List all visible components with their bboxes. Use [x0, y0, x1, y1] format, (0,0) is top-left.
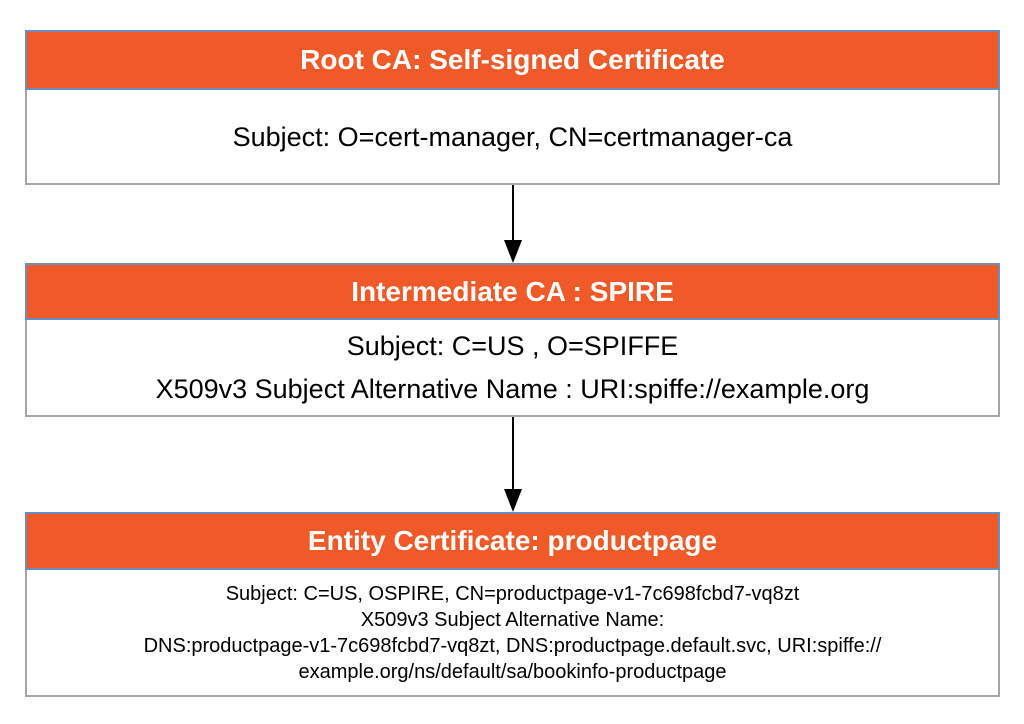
cert-subject-line: Subject: O=cert-manager, CN=certmanager-ca	[232, 121, 793, 152]
cert-title-entity: Entity Certificate: productpage	[307, 525, 718, 556]
cert-san-line: X509v3 Subject Alternative Name : URI:spiffe://example.org	[155, 373, 870, 404]
down-arrow-icon	[502, 185, 524, 263]
cert-body-entity	[25, 570, 1000, 697]
cert-box-entity	[25, 512, 1000, 697]
cert-box-root-ca	[25, 30, 1000, 185]
cert-san-values-line-2: example.org/ns/default/sa/bookinfo-productpage	[298, 660, 727, 683]
cert-header-root-ca	[25, 30, 1000, 90]
cert-box-intermediate-ca	[25, 263, 1000, 417]
cert-san-values-line-1: DNS:productpage-v1-7c698fcbd7-vq8zt, DNS:productpage.default.svc, URI:spiffe://	[143, 634, 882, 657]
cert-san-label-line: X509v3 Subject Alternative Name:	[360, 608, 665, 631]
cert-body-intermediate-ca	[25, 320, 1000, 417]
cert-subject-line: Subject: C=US , O=SPIFFE	[346, 330, 679, 361]
down-arrow-icon	[502, 417, 524, 512]
cert-title-root-ca: Root CA: Self-signed Certificate	[300, 44, 725, 75]
cert-header-entity	[25, 512, 1000, 570]
cert-title-intermediate-ca: Intermediate CA : SPIRE	[351, 275, 674, 307]
cert-body-root-ca	[25, 90, 1000, 185]
cert-header-intermediate-ca	[25, 263, 1000, 320]
cert-subject-line: Subject: C=US, OSPIRE, CN=productpage-v1-7c698fcbd7-vq8zt	[225, 582, 800, 605]
